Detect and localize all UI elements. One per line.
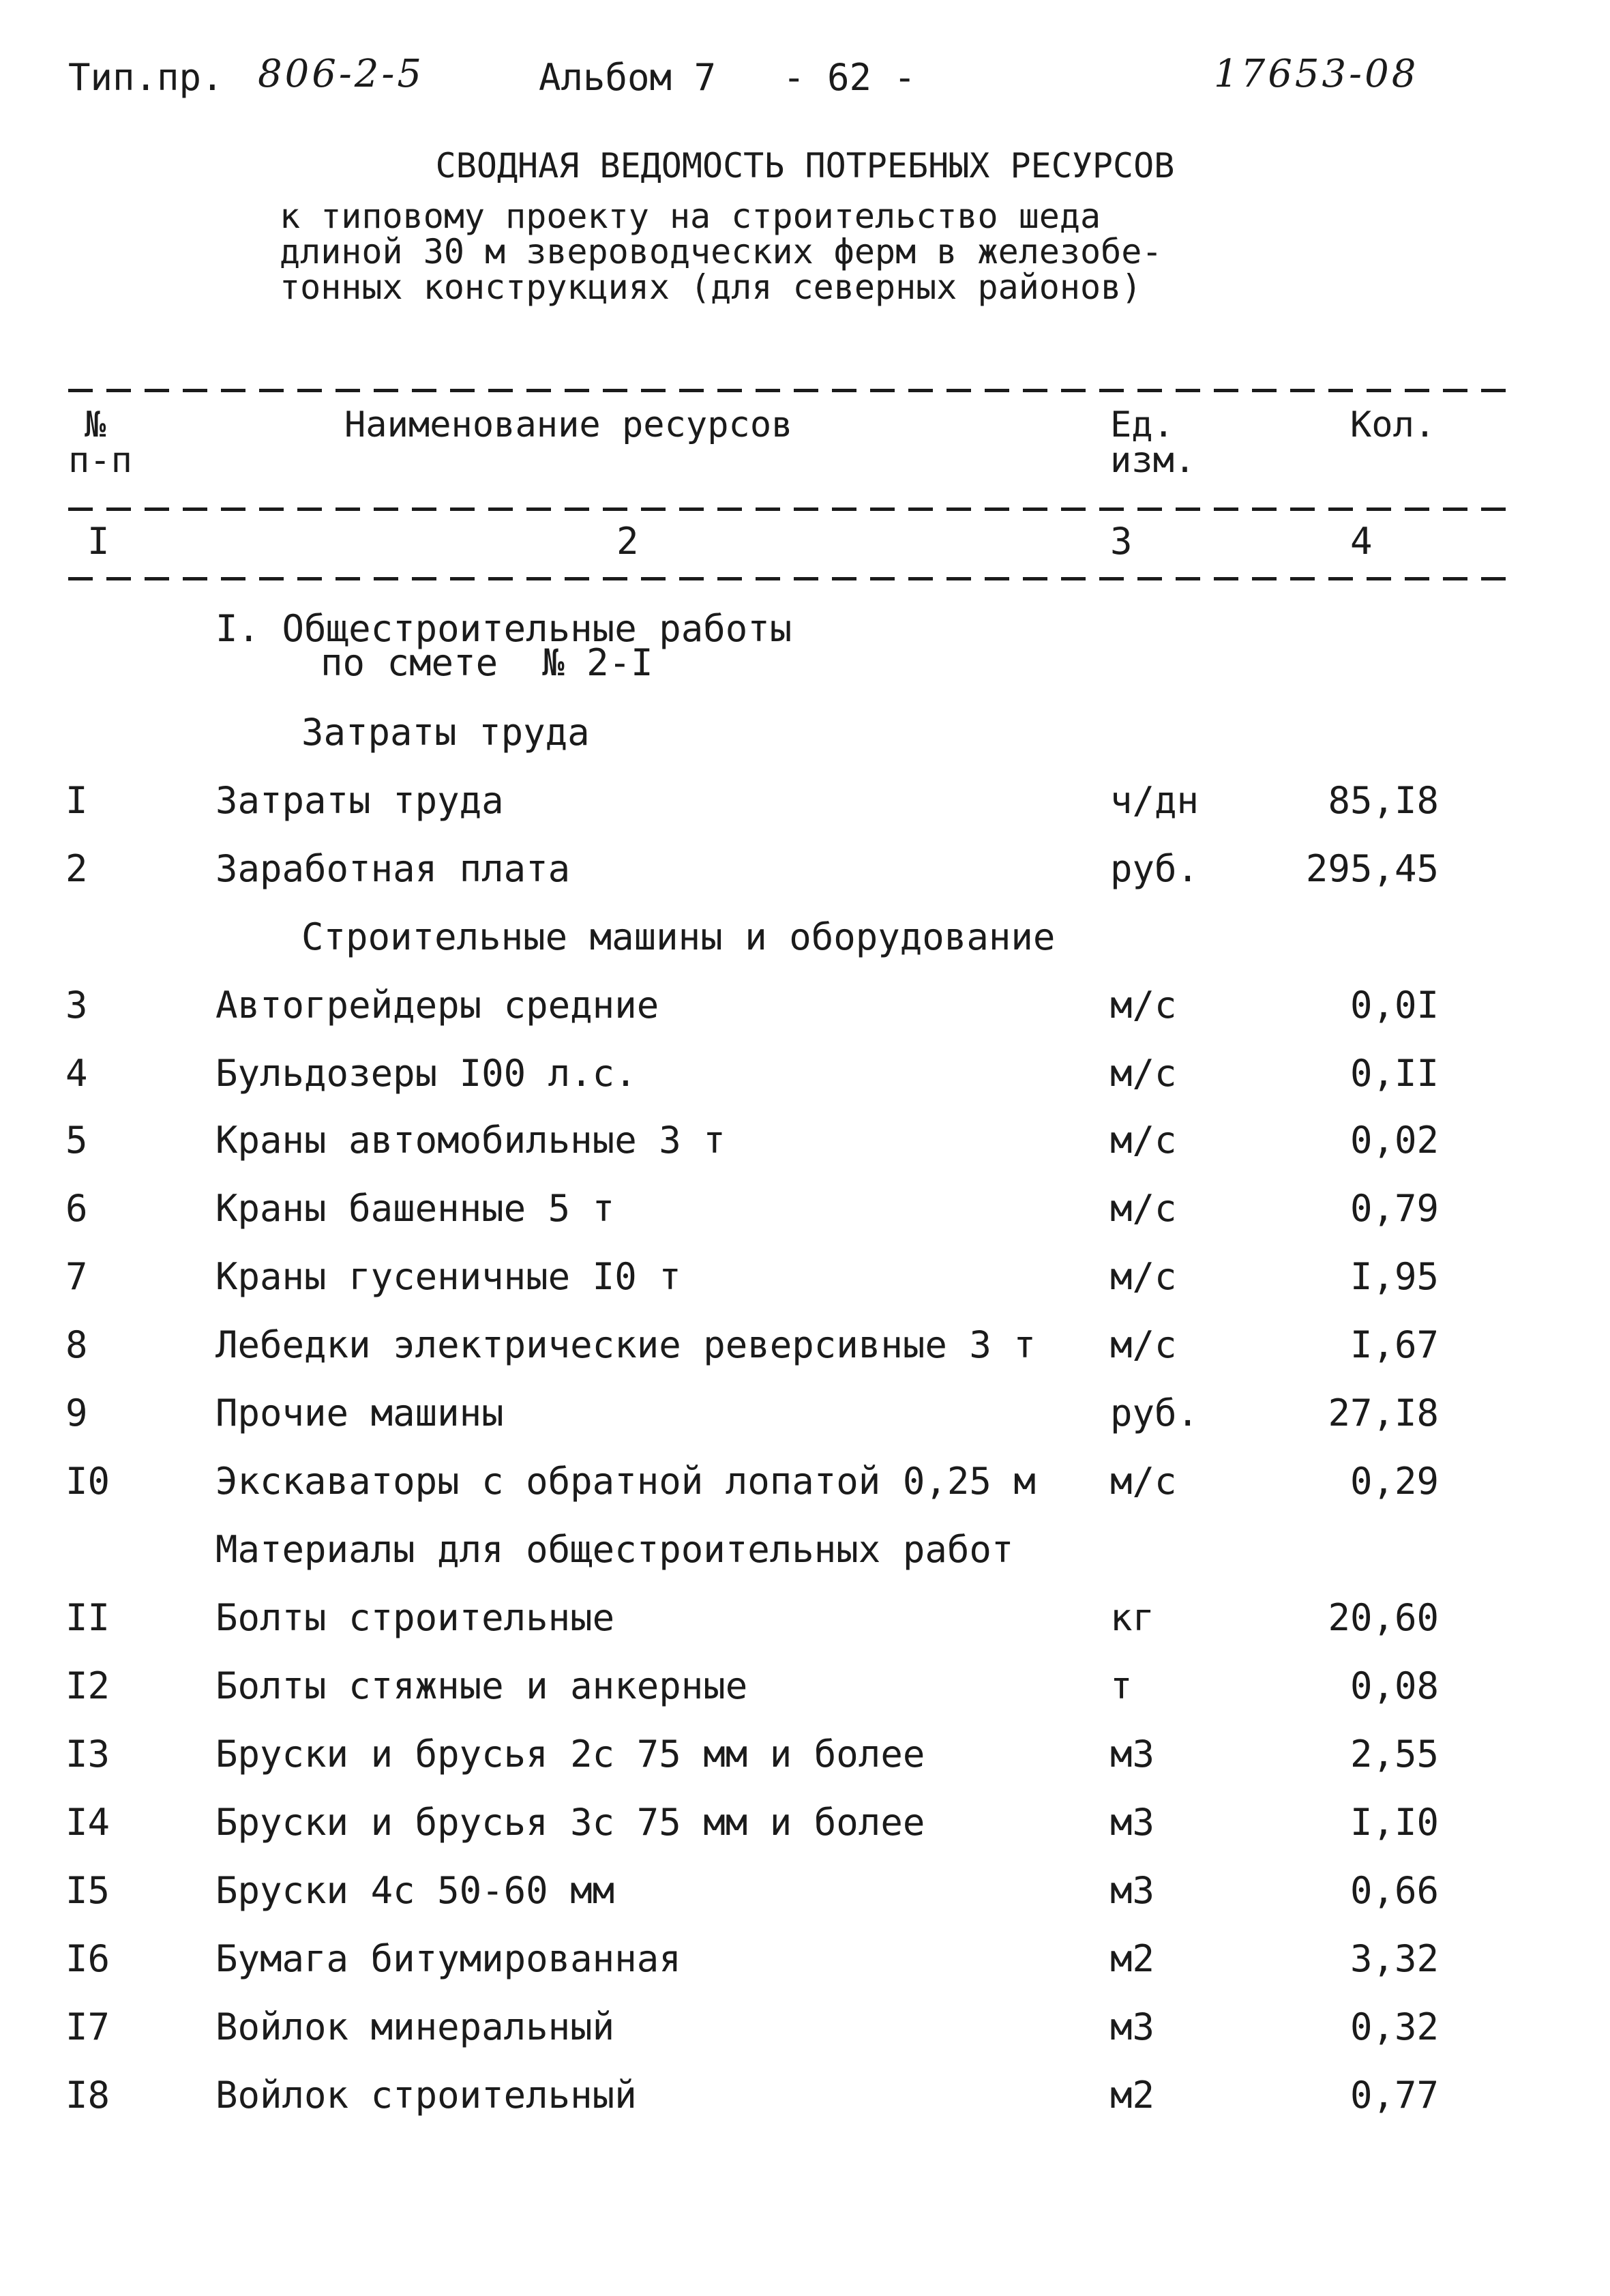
header-typ-pr: Тип.пр. — [68, 56, 224, 99]
row-qty: 0,08 — [1350, 1664, 1439, 1707]
row-num: 4 — [65, 1052, 88, 1095]
row-unit: м3 — [1110, 1733, 1155, 1776]
row-name: Прочие машины — [215, 1392, 504, 1434]
row-unit: м2 — [1110, 2074, 1155, 2117]
row-unit: м/с — [1110, 1323, 1177, 1366]
group-label-machines: Строительные машины и оборудование — [301, 915, 1056, 958]
subtitle-line-1: к типовому проекту на строительство шеда — [280, 196, 1101, 236]
row-unit: м3 — [1110, 1801, 1155, 1844]
row-unit: м3 — [1110, 2005, 1155, 2048]
row-num: I3 — [65, 1733, 110, 1776]
row-name: Краны башенные 5 т — [215, 1187, 615, 1230]
header-doc-number: 17653-08 — [1214, 52, 1419, 96]
header-page-number: - 62 - — [783, 56, 916, 99]
row-qty: 27,I8 — [1328, 1392, 1439, 1434]
col-header-name: Наименование ресурсов — [344, 404, 793, 445]
col-number-4: 4 — [1350, 520, 1373, 563]
header-bottom-rule — [68, 577, 1507, 580]
header-project-code: 806-2-5 — [258, 52, 424, 96]
row-name: Заработная плата — [215, 847, 571, 890]
row-num: 8 — [65, 1323, 88, 1366]
row-unit: м/с — [1110, 984, 1177, 1027]
row-num: I — [65, 779, 88, 822]
col-header-unit-2: изм. — [1110, 440, 1196, 481]
row-name: Болты строительные — [215, 1596, 615, 1639]
row-qty: 0,29 — [1350, 1460, 1439, 1503]
header-mid-rule — [68, 507, 1507, 511]
row-name: Бумага битумированная — [215, 1937, 681, 1980]
row-qty: 20,60 — [1328, 1596, 1439, 1639]
row-qty: 0,77 — [1350, 2074, 1439, 2117]
row-name: Автогрейдеры средние — [215, 984, 659, 1027]
row-qty: 85,I8 — [1328, 779, 1439, 822]
row-num: I0 — [65, 1460, 110, 1503]
col-number-1: I — [87, 520, 110, 563]
row-unit: м/с — [1110, 1052, 1177, 1095]
row-qty: I,67 — [1350, 1323, 1439, 1366]
col-number-3: 3 — [1110, 520, 1133, 563]
row-qty: 295,45 — [1305, 847, 1439, 890]
row-unit: м/с — [1110, 1119, 1177, 1162]
row-name: Бруски и брусья 2с 75 мм и более — [215, 1733, 925, 1776]
row-num: 9 — [65, 1392, 88, 1434]
row-name: Войлок строительный — [215, 2074, 637, 2117]
row-name: Экскаваторы с обратной лопатой 0,25 м — [215, 1460, 1036, 1503]
row-qty: I,95 — [1350, 1255, 1439, 1298]
section-title-line-2: по смете № 2-I — [320, 641, 653, 684]
row-name: Затраты труда — [215, 779, 504, 822]
row-qty: 0,0I — [1350, 984, 1439, 1027]
group-label-materials: Материалы для общестроительных работ — [215, 1528, 1014, 1571]
row-qty: 0,02 — [1350, 1119, 1439, 1162]
row-name: Бруски 4с 50-60 мм — [215, 1869, 615, 1912]
row-qty: I,I0 — [1350, 1801, 1439, 1844]
row-unit: м/с — [1110, 1255, 1177, 1298]
col-header-num-1: № — [85, 404, 106, 445]
header-album: Альбом 7 — [539, 56, 717, 99]
row-unit: руб. — [1110, 847, 1199, 890]
table-top-rule — [68, 389, 1507, 392]
row-name: Бульдозеры I00 л.с. — [215, 1052, 637, 1095]
row-unit: т — [1110, 1664, 1133, 1707]
col-number-2: 2 — [616, 520, 639, 563]
row-qty: 3,32 — [1350, 1937, 1439, 1980]
col-header-num-2: п-п — [68, 440, 132, 481]
col-header-qty: Кол. — [1350, 404, 1436, 445]
row-num: I4 — [65, 1801, 110, 1844]
row-name: Краны гусеничные I0 т — [215, 1255, 681, 1298]
row-qty: 0,66 — [1350, 1869, 1439, 1912]
row-name: Краны автомобильные 3 т — [215, 1119, 726, 1162]
document-title: СВОДНАЯ ВЕДОМОСТЬ ПОТРЕБНЫХ РЕСУРСОВ — [435, 146, 1175, 186]
section-title-line-1: I. Общестроительные работы — [215, 607, 792, 650]
row-unit: м2 — [1110, 1937, 1155, 1980]
row-qty: 0,79 — [1350, 1187, 1439, 1230]
row-num: 2 — [65, 847, 88, 890]
row-qty: 0,II — [1350, 1052, 1439, 1095]
row-unit: кг — [1110, 1596, 1155, 1639]
col-header-unit-1: Ед. — [1110, 404, 1174, 445]
row-name: Болты стяжные и анкерные — [215, 1664, 748, 1707]
row-num: I6 — [65, 1937, 110, 1980]
row-num: 6 — [65, 1187, 88, 1230]
row-unit: м/с — [1110, 1460, 1177, 1503]
row-num: 5 — [65, 1119, 88, 1162]
row-num: II — [65, 1596, 110, 1639]
subtitle-line-2: длиной 30 м звероводческих ферм в железобе- — [280, 232, 1163, 271]
row-num: I5 — [65, 1869, 110, 1912]
row-num: I2 — [65, 1664, 110, 1707]
row-unit: руб. — [1110, 1392, 1199, 1434]
row-name: Лебедки электрические реверсивные 3 т — [215, 1323, 1036, 1366]
row-num: I7 — [65, 2005, 110, 2048]
row-num: 7 — [65, 1255, 88, 1298]
row-unit: ч/дн — [1110, 779, 1199, 822]
row-unit: м3 — [1110, 1869, 1155, 1912]
row-name: Бруски и брусья 3с 75 мм и более — [215, 1801, 925, 1844]
row-qty: 0,32 — [1350, 2005, 1439, 2048]
row-name: Войлок минеральный — [215, 2005, 615, 2048]
group-label-labor: Затраты труда — [301, 711, 590, 754]
row-num: 3 — [65, 984, 88, 1027]
subtitle-line-3: тонных конструкциях (для северных районов) — [280, 267, 1142, 307]
row-qty: 2,55 — [1350, 1733, 1439, 1776]
row-num: I8 — [65, 2074, 110, 2117]
row-unit: м/с — [1110, 1187, 1177, 1230]
